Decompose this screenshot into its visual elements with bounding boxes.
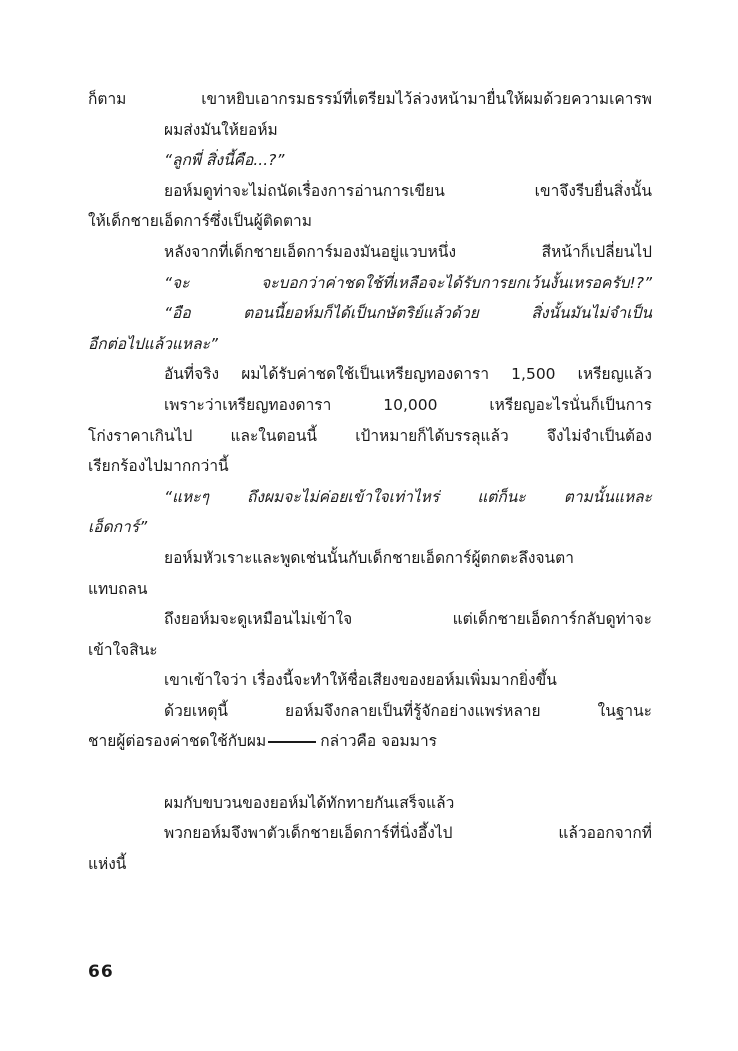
text-line: เขาเข้าใจว่า เรื่องนี้จะทำให้ชื่อเสียงของยอห์มเพิ่มมากยิ่งขึ้น — [164, 671, 557, 690]
dialogue-line: “แหะๆ ถึงผมจะไม่ค่อยเข้าใจเท่าไหร่ แต่ก็นะ ตามนั้นแหละ — [164, 487, 652, 506]
text-line: พวกยอห์มจึงพาตัวเด็กชายเอ็ดการ์ที่นิ่งอึ้งไป แล้วออกจากที่ — [164, 824, 652, 843]
text-line: ผมกับขบวนของยอห์มได้ทักทายกันเสร็จแล้ว — [164, 793, 455, 812]
text-line: เพราะว่าเหรียญทองดารา 10,000 เหรียญอะไรนั่นก็เป็นการ — [164, 395, 652, 414]
text-line: หลังจากที่เด็กชายเอ็ดการ์มองมันอยู่แวบหนึ่ง สีหน้าก็เปลี่ยนไป — [164, 242, 652, 261]
text-fragment: กล่าวคือ จอมมาร — [320, 732, 437, 751]
text-line: ถึงยอห์มจะดูเหมือนไม่เข้าใจ แต่เด็กชายเอ็ดการ์กลับดูท่าจะ — [164, 610, 652, 629]
dialogue-line: เอ็ดการ์” — [88, 518, 148, 537]
text-fragment: ชายผู้ต่อรองค่าชดใช้กับผม — [88, 732, 267, 751]
text-line: อันที่จริง ผมได้รับค่าชดใช้เป็นเหรียญทองดารา 1,500 เหรียญแล้ว — [164, 365, 652, 384]
em-dash-rule — [268, 741, 316, 743]
dialogue-line: “อือ ตอนนี้ยอห์มก็ได้เป็นกษัตริย์แล้วด้วย สิ่งนั้นมันไม่จำเป็น — [164, 304, 652, 323]
body-text — [88, 84, 652, 879]
text-line: ด้วยเหตุนี้ ยอห์มจึงกลายเป็นที่รู้จักอย่างแพร่หลาย ในฐานะ — [164, 701, 652, 720]
text-line: เรียกร้องไปมากกว่านี้ — [88, 457, 229, 476]
scene-break — [88, 757, 652, 788]
text-line: ยอห์มหัวเราะและพูดเช่นนั้นกับเด็กชายเอ็ดการ์ผู้ตกตะลึงจนตา — [164, 548, 574, 567]
text-line: ก็ตาม เขาหยิบเอากรมธรรม์ที่เตรียมไว้ล่วงหน้ามายื่นให้ผมด้วยความเคารพ — [88, 90, 652, 108]
text-line: โก่งราคาเกินไป และในตอนนี้ เป้าหมายก็ได้บรรลุแล้ว จึงไม่จำเป็นต้อง — [88, 426, 652, 445]
page-number: 66 — [88, 962, 114, 982]
dialogue-line: อีกต่อไปแล้วแหละ” — [88, 334, 218, 353]
dialogue-line: “ลูกพี่ สิ่งนี้คือ...?” — [164, 151, 285, 170]
text-line: แทบถลน — [88, 579, 148, 598]
dialogue-line: “จะ จะบอกว่าค่าชดใช้ที่เหลือจะได้รับการยกเว้นงั้นเหรอครับ!?” — [164, 273, 652, 292]
text-line — [88, 726, 652, 757]
text-line: ให้เด็กชายเอ็ดการ์ซึ่งเป็นผู้ติดตาม — [88, 212, 312, 231]
text-line: ผมส่งมันให้ยอห์ม — [164, 120, 278, 139]
text-line: เข้าใจสินะ — [88, 640, 158, 659]
text-line: ยอห์มดูท่าจะไม่ถนัดเรื่องการอ่านการเขียน เขาจึงรีบยื่นสิ่งนั้น — [164, 181, 652, 200]
text-line: แห่งนี้ — [88, 854, 127, 873]
